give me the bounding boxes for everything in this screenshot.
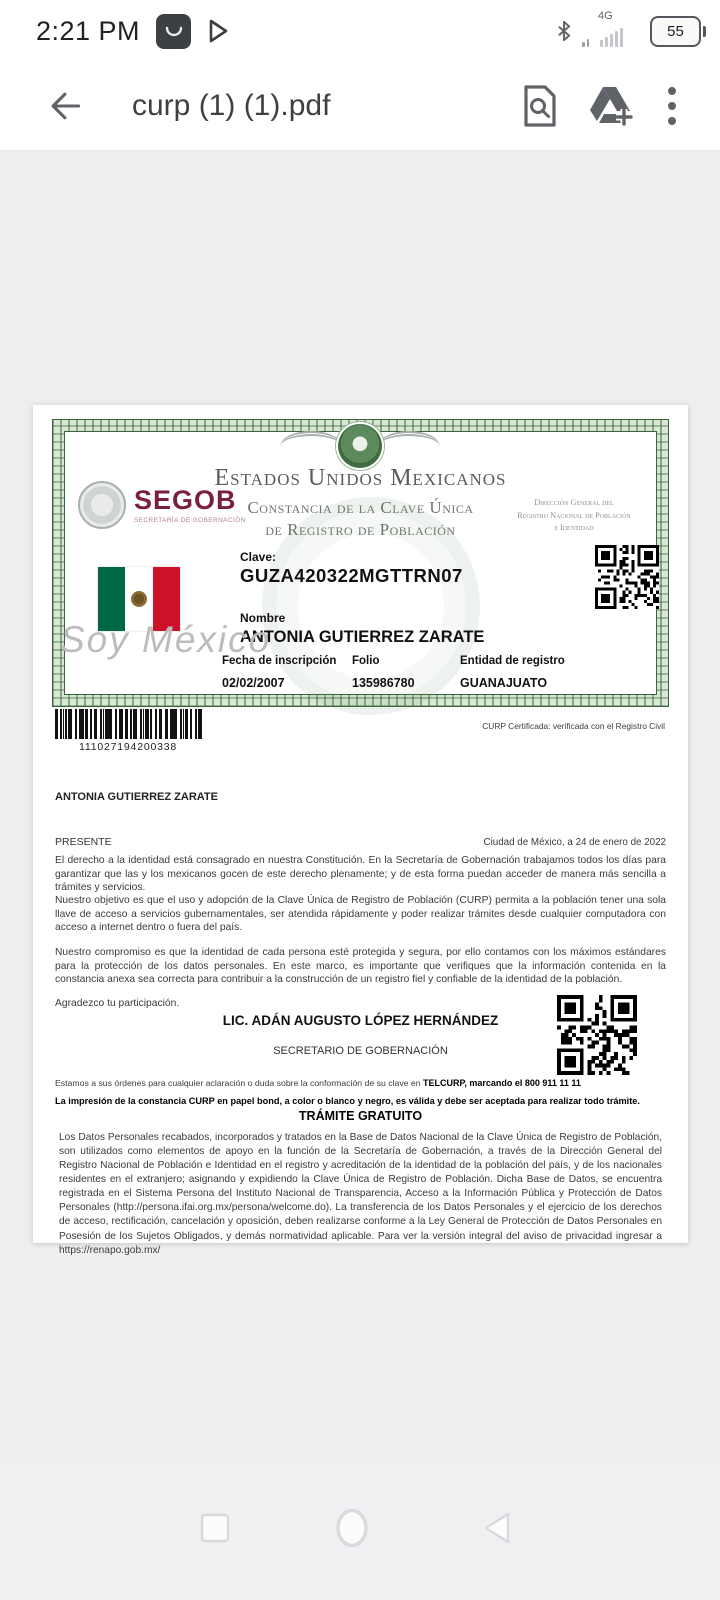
folio-label: Folio — [352, 655, 380, 667]
doc-title-line1: Constancia de la Clave Única — [247, 498, 474, 517]
presente-row — [55, 836, 666, 848]
letter-paragraph-2: Nuestro objetivo es que el uso y adopción de la Clave Única de Registro de Población (CURP) permita a la población tener una sola llave de acceso a servicios gubernamentales, ser atendida rápidamente y poder realizar trámites desde cualquier computadora con acceso a internet dentro o fuera del país. — [55, 895, 666, 934]
entidad-value: GUANAJUATO — [460, 676, 548, 690]
android-nav-bar — [0, 1458, 720, 1600]
barcode — [55, 709, 205, 739]
segob-eagle-icon — [78, 481, 126, 529]
privacy-notice: Los Datos Personales recabados, incorporados y tratados en la Base de Datos Nacional de la Clave Única de Registro de Población, son utilizados como elementos de apoyo en la función de la Secretaría de Gobernación, a través de la Dirección General del Registro Nacional de Población e Identidad en el registro y acreditación de la identidad de la población del país, y de los nacionales residentes en el extranjero; asignando y expidiendo la Clave Única de Registro de Población. Dicha Base de Datos, se encuentra registrada en el Sistema Persona del Instituto Nacional de Transparencia, Acceso a la Información Pública y Protección de Datos Personales (http://persona.ifai.org.mx/persona/welcome.do). La transferencia de los Datos Personales y el ejercicio de los derechos de acceso, rectificación, cancelación y oposición, deben realizarse conforme a la Ley General de Protección de Datos Personales en Posesión de los Sujetos Obligados, y demás normatividad aplicable. Para ver la versión integral del aviso de privacidad ingresar a https://renapo.gob.mx/ — [59, 1132, 662, 1256]
segob-logo — [78, 481, 246, 529]
back-arrow-icon — [44, 86, 84, 126]
home-button[interactable] — [328, 1504, 376, 1552]
country-title: Estados Unidos Mexicanos — [214, 465, 507, 491]
clave-label: Clave: — [240, 550, 277, 564]
fecha-label: Fecha de inscripción — [222, 655, 337, 667]
entidad-label: Entidad de registro — [460, 655, 565, 667]
tramite-gratuito: TRÁMITE GRATUITO — [298, 1109, 423, 1123]
letter-dateline: Ciudad de México, a 24 de enero de 2022 — [483, 837, 666, 848]
battery-percent: 55 — [650, 16, 701, 47]
three-dot-menu-icon — [666, 85, 678, 127]
signer-title: SECRETARIO DE GOBERNACIÓN — [273, 1045, 448, 1057]
network-type-label: 4G — [598, 10, 613, 22]
smile-icon — [163, 20, 185, 42]
app-bar — [0, 62, 720, 151]
soy-mexico-watermark: Soy México — [60, 619, 272, 660]
direction-general-block — [495, 497, 653, 535]
back-triangle-icon — [482, 1511, 512, 1545]
contact-plain-text: Estamos a sus órdenes para cualquier aclaración o duda sobre la conformación de su clave en — [55, 1078, 423, 1088]
fecha-value: 02/02/2007 — [222, 676, 285, 690]
back-button[interactable] — [36, 78, 92, 134]
status-bar — [0, 0, 720, 62]
find-in-file-button[interactable] — [512, 78, 568, 134]
overflow-menu-button[interactable] — [644, 78, 700, 134]
signal-indicator — [582, 12, 640, 50]
signature-qr-code — [557, 995, 637, 1075]
recents-button[interactable] — [191, 1504, 239, 1552]
signer-name: LIC. ADÁN AUGUSTO LÓPEZ HERNÁNDEZ — [222, 1013, 499, 1028]
home-circle-icon — [334, 1506, 370, 1550]
presente-label: PRESENTE — [55, 836, 112, 848]
battery-nub — [703, 26, 707, 37]
clock: 2:21 PM — [36, 15, 141, 46]
barcode-number: 111027194200338 — [79, 741, 178, 753]
letter-thanks: Agradezco tu participación. — [55, 998, 180, 1009]
curp-clave-value: GUZA420322MGTTRN07 — [240, 565, 463, 586]
letter-paragraph-1: El derecho a la identidad está consagrado en nuestra Constitución. En la Secretaría de Gobernación trabajamos todos los días para garantizar que las y los mexicanos gocen de este derecho plenamente; y de esta forma puedan acceder de manera más sencilla a trámites y servicios. — [55, 855, 666, 894]
direction-line: Dirección General del — [534, 498, 614, 507]
segob-wordmark: SEGOB — [134, 484, 237, 515]
battery-indicator — [650, 16, 706, 47]
doc-title-line2: de Registro de Población — [265, 520, 456, 539]
eagle-seal-icon — [338, 424, 382, 468]
left-wing-ornament — [280, 431, 342, 462]
validity-notice: La impresión de la constancia CURP en papel bond, a color o blanco y negro, es válida y debe ser aceptada para realizar todo trámite. — [55, 1096, 640, 1106]
drive-add-icon — [586, 83, 634, 129]
direction-line: Registro Nacional de Población — [517, 510, 631, 520]
nombre-label: Nombre — [240, 611, 286, 625]
back-nav-button[interactable] — [473, 1504, 521, 1552]
nombre-value: ANTONIA GUTIERREZ ZARATE — [240, 628, 485, 646]
letter-addressee: ANTONIA GUTIERREZ ZARATE — [55, 791, 218, 803]
sim1-signal-icon — [600, 28, 623, 47]
sim2-signal-icon — [582, 39, 589, 47]
pdf-page — [33, 405, 688, 1256]
folio-value: 135986780 — [352, 676, 415, 690]
segob-subtitle: SECRETARÍA DE GOBERNACIÓN — [134, 516, 246, 524]
contact-line — [55, 1078, 645, 1088]
right-wing-ornament — [378, 431, 440, 462]
pdf-viewer[interactable] — [0, 151, 720, 1600]
find-in-document-icon — [521, 84, 559, 128]
direction-line: e Identidad — [554, 523, 594, 533]
play-store-notification-icon — [207, 19, 229, 43]
certificate-content — [52, 419, 669, 707]
curp-certified-note: CURP Certificada: verificada con el Registro Civil — [482, 721, 665, 731]
certificate-qr-code — [595, 545, 659, 609]
letter-paragraph-3: Nuestro compromiso es que la identidad de cada persona esté protegida y segura, por ello contamos con los máximos estándares para la protección de los datos personales. En este marco, es importante que verifiques que la información contenida en la constancia anexa sea correcta para contribuir a la construcción de un registro fiel y confiable de la identidad de la población. — [55, 947, 666, 986]
document-title: curp (1) (1).pdf — [132, 89, 331, 122]
telcurp-phone: TELCURP, marcando el 800 911 11 11 — [422, 1078, 581, 1088]
add-to-drive-button[interactable] — [582, 78, 638, 134]
recents-square-icon — [200, 1513, 230, 1543]
bluetooth-icon — [556, 20, 572, 42]
notification-app-icon — [156, 14, 191, 49]
